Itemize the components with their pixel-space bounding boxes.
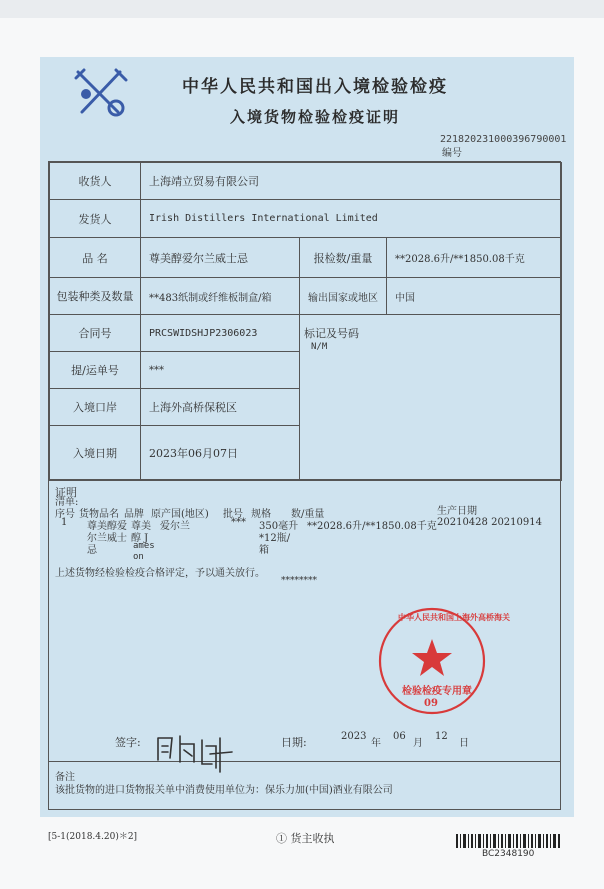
form-code: [5-1(2018.4.20)＊2] — [48, 832, 138, 842]
consignee-label: 收货人 — [49, 162, 141, 200]
bill-value: *** — [140, 351, 300, 389]
marks-value: N/M — [311, 342, 328, 352]
goods-row-origin: 爱尔兰 — [160, 521, 190, 532]
goods-row-date: 20210428 20210914 — [437, 517, 542, 528]
goods-row-name-line3: 忌 — [87, 545, 97, 556]
barcode-number: BC2348190 — [482, 849, 535, 859]
title-sub: 入境货物检验检疫证明 — [229, 108, 400, 126]
sign-year-unit: 年 — [371, 738, 381, 749]
goods-header-spec: 规格 — [251, 509, 271, 520]
info-table — [48, 161, 561, 480]
sign-day-unit: 日 — [459, 738, 469, 749]
goods-row-name-line2: 尔兰威士 — [87, 533, 127, 544]
product-label: 品 名 — [49, 237, 141, 278]
goods-row-spec: 350毫升 — [259, 521, 299, 532]
remarks-box — [48, 762, 561, 810]
goods-row-batch: *** — [231, 517, 246, 528]
remarks-text: 该批货物的进口货物报关单中消费使用单位为：保乐力加(中国)酒业有限公司 — [55, 785, 393, 796]
contract-label: 合同号 — [49, 314, 141, 352]
stamp-ring-text: 中华人民共和国上海外高桥海关 — [398, 612, 510, 622]
consignor-value: Irish Distillers International Limited — [140, 199, 562, 238]
goods-header-name: 货物品名 — [79, 509, 119, 520]
sign-month: 06 — [393, 731, 406, 742]
product-value: 尊美醇爱尔兰威士忌 — [140, 237, 300, 278]
export-country-label: 输出国家或地区 — [299, 277, 387, 315]
declared-qty-value: **2028.6升/**1850.08千克 — [386, 237, 562, 278]
port-label: 入境口岸 — [49, 388, 141, 426]
goods-header-origin: 原产国(地区) — [151, 509, 209, 520]
goods-header-qty: 数/重量 — [291, 509, 325, 520]
goods-row-brand-line3: ames — [133, 541, 155, 551]
goods-row-brand-line4: on — [133, 552, 144, 562]
goods-row-no: 1 — [61, 517, 68, 528]
copy-label: ① 货主收执 — [276, 832, 335, 845]
goods-header-batch: 批号 — [223, 509, 243, 520]
barcode-icon — [456, 834, 560, 848]
goods-header-brand: 品牌 — [124, 509, 144, 520]
goods-row-name: 尊美醇爱 — [87, 521, 127, 532]
declared-qty-label: 报检数/重量 — [299, 237, 387, 278]
stamp-number: 09 — [424, 698, 438, 709]
goods-row-brand-line2: 醇 J — [131, 533, 149, 544]
consignee-value: 上海靖立贸易有限公司 — [140, 162, 562, 200]
sign-month-unit: 月 — [413, 738, 423, 749]
goods-row-spec-line2: *12瓶/ — [259, 533, 291, 544]
remarks-label: 备注 — [55, 772, 75, 783]
port-value: 上海外高桥保税区 — [140, 388, 300, 426]
entry-date-value: 2023年06月07日 — [140, 425, 300, 481]
marks-label: 标记及号码 — [304, 327, 359, 340]
statement-stars: ******** — [281, 576, 317, 586]
stamp-bottom-text: 检验检疫专用章 — [402, 686, 472, 697]
signature-label: 签字: — [115, 736, 141, 749]
contract-value: PRCSWIDSHJP2306023 — [140, 314, 300, 352]
sign-day: 12 — [435, 731, 448, 742]
sign-year: 2023 — [341, 731, 367, 742]
goods-list-label: 清单: — [55, 497, 79, 508]
date-label: 日期: — [281, 736, 307, 749]
certificate-number-label: 编号 — [442, 148, 462, 159]
title-main: 中华人民共和国出入境检验检疫 — [182, 77, 448, 97]
goods-row-spec-line3: 箱 — [259, 545, 269, 556]
goods-row-qty: **2028.6升/**1850.08千克 — [307, 521, 437, 532]
export-country-value: 中国 — [386, 277, 562, 315]
packaging-label: 包装种类及数量 — [49, 277, 141, 315]
certificate-number: 221820231000396790001 — [440, 134, 567, 145]
stamp-star-icon — [412, 639, 452, 676]
goods-header-no: 序号 — [55, 509, 75, 520]
consignor-label: 发货人 — [49, 199, 141, 238]
packaging-value: **483纸制或纤维板制盒/箱 — [140, 277, 300, 315]
goods-header-date: 生产日期 — [437, 506, 477, 517]
ciq-logo-icon — [72, 68, 128, 118]
goods-section-label: 证明 — [55, 486, 77, 499]
goods-row-brand: 尊美 — [131, 521, 151, 532]
bill-label: 提/运单号 — [49, 351, 141, 389]
entry-date-label: 入境日期 — [49, 425, 141, 481]
clearance-statement: 上述货物经检验检疫合格评定，予以通关放行。 — [55, 568, 265, 579]
